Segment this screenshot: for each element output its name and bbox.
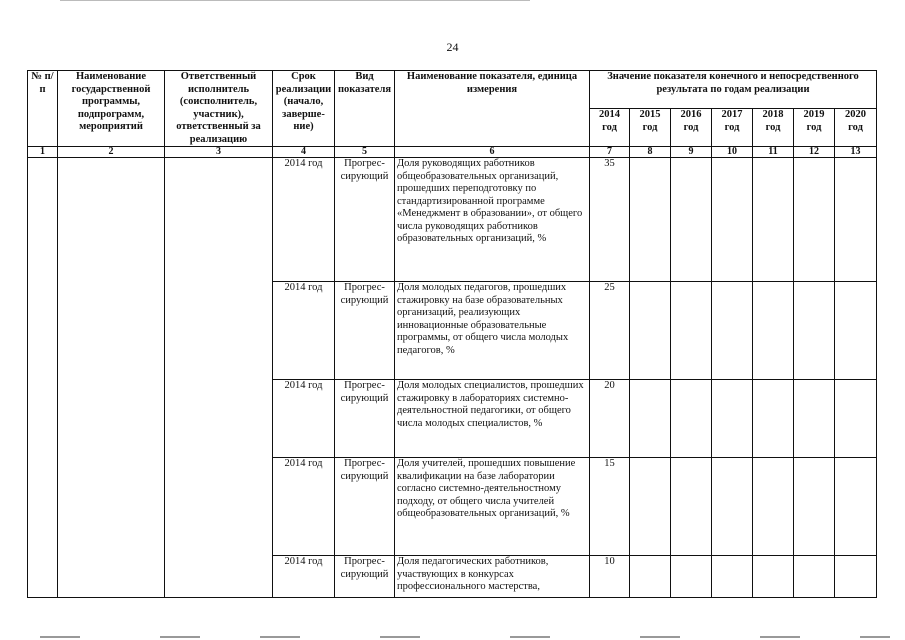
- value-cell: [712, 458, 753, 556]
- column-number: 11: [753, 147, 794, 158]
- header-year: 2017 год: [712, 109, 753, 147]
- value-cell: [671, 158, 712, 282]
- column-number: 10: [712, 147, 753, 158]
- value-2014-cell: 15: [590, 458, 630, 556]
- column-number: 5: [335, 147, 395, 158]
- value-cell: [630, 380, 671, 458]
- column-number: 3: [165, 147, 273, 158]
- executor-cell: [165, 158, 273, 598]
- scan-edge-mark: [860, 636, 890, 638]
- type-cell: Прогрес-сирующий: [335, 282, 395, 380]
- term-cell: 2014 год: [273, 380, 335, 458]
- value-cell: [794, 282, 835, 380]
- header-year: 2016 год: [671, 109, 712, 147]
- header-year: 2020 год: [835, 109, 877, 147]
- header-num: № п/п: [28, 71, 58, 147]
- header-year: 2015 год: [630, 109, 671, 147]
- type-cell: Прогрес-сирующий: [335, 556, 395, 598]
- column-number-row: [28, 147, 877, 158]
- column-number: 7: [590, 147, 630, 158]
- value-cell: [835, 380, 877, 458]
- indicator-cell: Доля педагогических работников, участвующих в конкурсах профессионального мастерства,: [395, 556, 590, 598]
- indicator-table: [27, 70, 877, 598]
- value-cell: [712, 282, 753, 380]
- value-cell: [794, 556, 835, 598]
- table-row: [28, 158, 877, 282]
- header-program: Наименование государственной программы, подпрограмм, мероприятий: [58, 71, 165, 147]
- value-cell: [671, 556, 712, 598]
- header-year: 2019 год: [794, 109, 835, 147]
- value-cell: [671, 458, 712, 556]
- value-cell: [835, 158, 877, 282]
- header-year: 2018 год: [753, 109, 794, 147]
- column-number: 4: [273, 147, 335, 158]
- indicator-cell: Доля руководящих работников общеобразовательных организаций, прошедших переподготовку по стандартизированной программе «Менеджмент в образовании», от общего числа руководящих работников образовательных организаций, %: [395, 158, 590, 282]
- row-num-cell: [28, 158, 58, 598]
- header-row-1: [28, 71, 877, 109]
- top-rule: [60, 0, 530, 1]
- indicator-cell: Доля молодых специалистов, прошедших стажировку в лабораториях системно-деятельностной педагогики, от общего числа молодых специалистов, %: [395, 380, 590, 458]
- scan-edge-mark: [160, 636, 200, 638]
- scan-edge-mark: [510, 636, 550, 638]
- value-cell: [630, 282, 671, 380]
- value-cell: [753, 556, 794, 598]
- value-cell: [835, 458, 877, 556]
- value-cell: [712, 158, 753, 282]
- indicator-cell: Доля молодых педагогов, прошедших стажировку на базе образовательных организаций, реализующих инновационные образовательные программы, от общего числа молодых педагогов, %: [395, 282, 590, 380]
- column-number: 12: [794, 147, 835, 158]
- value-cell: [671, 380, 712, 458]
- header-indicator: Наименование показателя, единица измерения: [395, 71, 590, 147]
- value-cell: [630, 556, 671, 598]
- column-number: 9: [671, 147, 712, 158]
- scan-edge-mark: [40, 636, 80, 638]
- program-cell: [58, 158, 165, 598]
- value-cell: [835, 282, 877, 380]
- value-cell: [794, 380, 835, 458]
- value-cell: [712, 556, 753, 598]
- indicator-cell: Доля учителей, прошедших повышение квалификации на базе лаборатории согласно системно-деятельностному подходу, от общего числа учителей общеобразовательных организаций, %: [395, 458, 590, 556]
- term-cell: 2014 год: [273, 282, 335, 380]
- type-cell: Прогрес-сирующий: [335, 380, 395, 458]
- value-cell: [753, 380, 794, 458]
- column-number: 8: [630, 147, 671, 158]
- header-year: 2014 год: [590, 109, 630, 147]
- column-number: 13: [835, 147, 877, 158]
- value-cell: [712, 380, 753, 458]
- scan-edge-mark: [260, 636, 300, 638]
- value-2014-cell: 10: [590, 556, 630, 598]
- page-number: 24: [446, 40, 459, 54]
- term-cell: 2014 год: [273, 458, 335, 556]
- value-2014-cell: 20: [590, 380, 630, 458]
- term-cell: 2014 год: [273, 158, 335, 282]
- type-cell: Прогрес-сирующий: [335, 458, 395, 556]
- column-number: 6: [395, 147, 590, 158]
- header-values-group: Значение показателя конечного и непосредственного результата по годам реализации: [590, 71, 877, 109]
- type-cell: Прогрес-сирующий: [335, 158, 395, 282]
- scan-edge-mark: [640, 636, 680, 638]
- header-executor: Ответственный исполнитель (соисполнитель, участник), ответственный за реализацию: [165, 71, 273, 147]
- value-2014-cell: 35: [590, 158, 630, 282]
- column-number: 2: [58, 147, 165, 158]
- value-cell: [794, 158, 835, 282]
- scan-edge-mark: [380, 636, 420, 638]
- value-2014-cell: 25: [590, 282, 630, 380]
- value-cell: [671, 282, 712, 380]
- value-cell: [753, 158, 794, 282]
- value-cell: [630, 158, 671, 282]
- header-type: Вид показателя: [335, 71, 395, 147]
- scan-edge-mark: [760, 636, 800, 638]
- value-cell: [630, 458, 671, 556]
- value-cell: [753, 282, 794, 380]
- column-number: 1: [28, 147, 58, 158]
- header-term: Срок реализации (начало, заверше-ние): [273, 71, 335, 147]
- value-cell: [794, 458, 835, 556]
- value-cell: [753, 458, 794, 556]
- value-cell: [835, 556, 877, 598]
- term-cell: 2014 год: [273, 556, 335, 598]
